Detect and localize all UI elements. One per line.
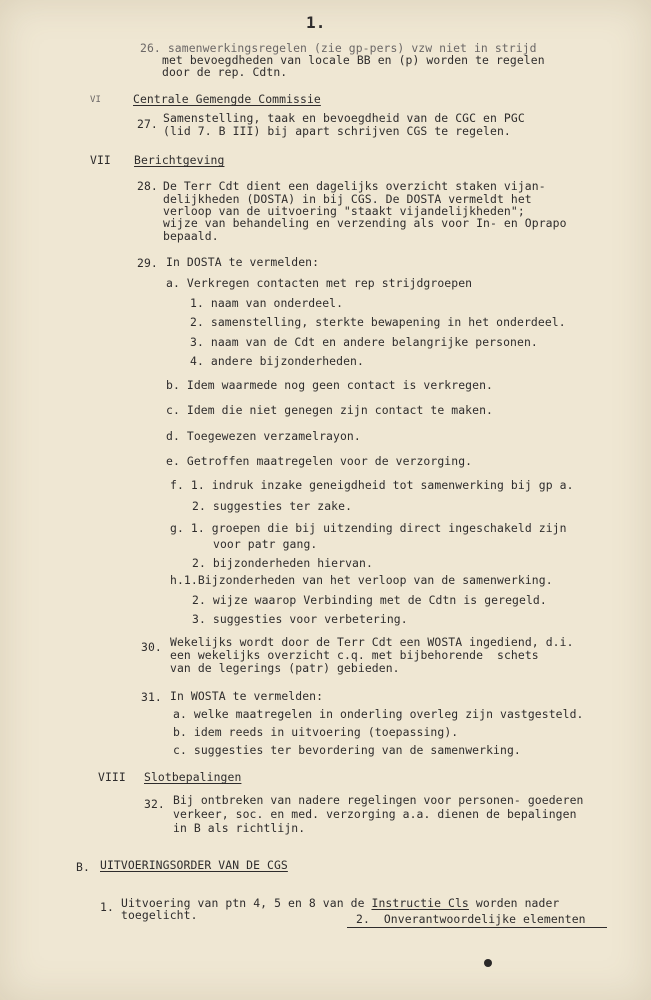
item-32-number: 32. <box>144 797 165 811</box>
top-line-1: 26. samenwerkingsregelen (zie gp-pers) vzw niet in strijd <box>140 41 537 55</box>
item-29a: a. Verkregen contacten met rep strijdgroepen <box>166 276 473 290</box>
item-31-number: 31. <box>141 690 162 704</box>
part-b-mark: B. <box>76 860 90 874</box>
item-27-line-1: Samenstelling, taak en bevoegdheid van de CGC en PGC <box>163 111 525 125</box>
section-vii-mark: VII <box>90 153 111 167</box>
item-29c: c. Idem die niet genegen zijn contact te maken. <box>166 403 494 417</box>
part-b-title: UITVOERINGSORDER VAN DE CGS <box>100 858 288 872</box>
item-31c: c. suggesties ter bevordering van de samenwerking. <box>173 743 521 757</box>
item-29a-1: 1. naam van onderdeel. <box>190 296 344 310</box>
section-viii-mark: VIII <box>98 770 126 784</box>
item-28-line-2: delijkheden (DOSTA) in bij CGS. De DOSTA vermeldt het <box>163 192 532 206</box>
item-31b: b. idem reeds in uitvoering (toepassing). <box>173 725 459 739</box>
item-29-number: 29. <box>137 256 158 270</box>
item-29b: b. Idem waarmede nog geen contact is verkregen. <box>166 378 494 392</box>
item-30-line-2: een wekelijks overzicht c.q. met bijbehorende schets <box>170 648 539 662</box>
item-30-line-1: Wekelijks wordt door de Terr Cdt een WOSTA ingediend, d.i. <box>170 635 574 649</box>
item-29h-3: 3. suggesties voor verbetering. <box>192 612 408 626</box>
item-28-line-4: wijze van behandeling en verzending als voor In- en Oprapo <box>163 216 567 230</box>
item-28-number: 28. <box>137 179 158 193</box>
top-line-3: door de rep. Cdtn. <box>162 65 288 79</box>
item-29h-2: 2. wijze waarop Verbinding met de Cdtn is geregeld. <box>192 593 547 607</box>
part-b-item-1-text-a: Uitvoering van ptn 4, 5 en 8 van de <box>121 896 372 910</box>
item-29a-3: 3. naam van de Cdt en andere belangrijke personen. <box>190 335 538 349</box>
item-32-line-1: Bij ontbreken van nadere regelingen voor personen- goederen <box>173 793 584 807</box>
item-27-number: 27. <box>137 117 158 131</box>
item-32-line-3: in B als richtlijn. <box>173 821 306 835</box>
item-29a-2: 2. samenstelling, sterkte bewapening in het onderdeel. <box>190 315 566 329</box>
item-29-title: In DOSTA te vermelden: <box>166 255 320 269</box>
part-b-item-1-instructie: Instructie Cls <box>371 896 469 910</box>
part-b-item-1-text-c: worden nader <box>468 896 560 910</box>
section-viii-title: Slotbepalingen <box>144 770 242 784</box>
top-line-2: met bevoegdheden van locale BB en (p) worden te regelen <box>162 53 545 67</box>
item-29f-1: f. 1. indruk inzake geneigdheid tot samenwerking bij gp a. <box>170 478 574 492</box>
item-29a-4: 4. andere bijzonderheden. <box>190 354 364 368</box>
item-28-line-5: bepaald. <box>163 229 219 243</box>
item-29h-1: h.1.Bijzonderheden van het verloop van de samenwerking. <box>170 573 553 587</box>
section-vii-title: Berichtgeving <box>134 153 225 167</box>
item-29f-2: 2. suggesties ter zake. <box>192 499 353 513</box>
item-28-line-1: De Terr Cdt dient een dagelijks overzicht staken vijan- <box>163 179 546 193</box>
item-29g-1: g. 1. groepen die bij uitzending direct ingeschakeld zijn <box>170 521 567 535</box>
item-28-line-3: verloop van de uitvoering "staakt vijandelijkheden"; <box>163 204 525 218</box>
item-30-number: 30. <box>141 640 162 654</box>
section-vi-title: Centrale Gemengde Commissie <box>133 92 321 106</box>
item-27-line-2: (lid 7. B III) bij apart schrijven CGS te regelen. <box>163 124 511 138</box>
part-b-item-2-underline <box>347 927 607 928</box>
part-b-item-1-number: 1. <box>100 900 114 914</box>
item-29e: e. Getroffen maatregelen voor de verzorging. <box>166 454 473 468</box>
part-b-item-1-line-2: toegelicht. <box>121 908 198 922</box>
item-31a: a. welke maatregelen in onderling overleg zijn vastgesteld. <box>173 707 584 721</box>
part-b-item-2: 2. Onverantwoordelijke elementen <box>356 912 586 926</box>
item-29g-2: 2. bijzonderheden hiervan. <box>192 556 373 570</box>
item-30-line-3: van de legerings (patr) gebieden. <box>170 661 400 675</box>
item-31-title: In WOSTA te vermelden: <box>170 689 324 703</box>
item-32-line-2: verkeer, soc. en med. verzorging a.a. dienen de bepalingen <box>173 807 577 821</box>
page-number: 1. <box>306 13 326 32</box>
item-29d: d. Toegewezen verzamelrayon. <box>166 429 361 443</box>
section-vi-mark: VI <box>90 95 102 105</box>
ink-blot <box>484 959 492 967</box>
item-29g-1b: voor patr gang. <box>213 537 318 551</box>
